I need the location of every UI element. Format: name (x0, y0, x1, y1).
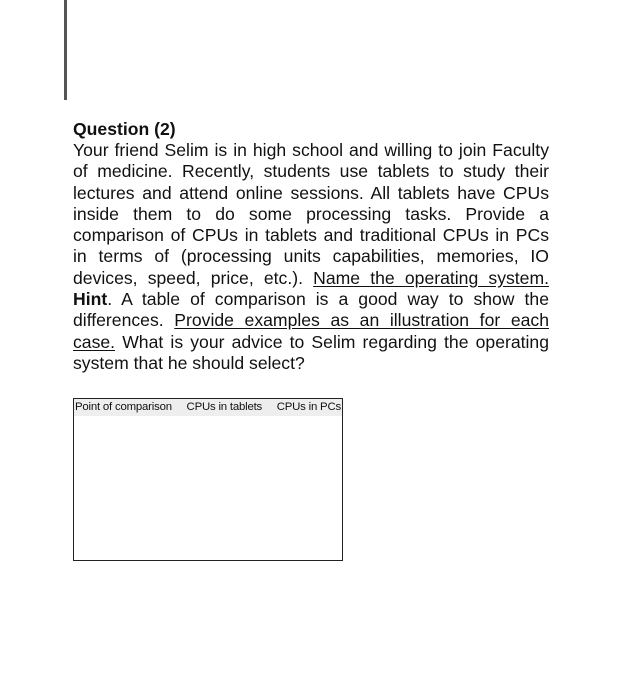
header-cpus-in-tablets: CPUs in tablets (186, 401, 263, 413)
question-text-part-3: What is your advice to Selim regarding the operating system that he should select? (73, 331, 549, 373)
question-title: Question (2) (73, 119, 176, 139)
question-text (73, 140, 549, 374)
question-text-part-1: Your friend Selim is in high school and willing to join Faculty of medicine. Recently, students use tablets to study their lectures and attend online sessions. All tablets have CPUs inside them to do some processing tasks. Provide a comparison of CPUs in tablets and traditional CPUs in PCs in terms of (processing units capabilities, memories, IO devices, speed, price, etc.). (73, 140, 549, 288)
question-text-part-2: . A table of comparison is a good way to show the differences. (73, 289, 549, 331)
comparison-table-header-row (74, 399, 342, 416)
comparison-table-body[interactable] (74, 416, 342, 560)
underlined-instruction-examples: Provide examples as an illustration for each case. (73, 310, 549, 352)
hint-label: Hint (73, 289, 108, 310)
underlined-instruction-operating-system: Name the operating system. (313, 267, 550, 288)
left-margin-rule (64, 0, 67, 100)
header-cpus-in-pcs: CPUs in PCs (276, 401, 341, 413)
question-block (73, 119, 549, 374)
comparison-table (73, 398, 343, 561)
header-point-of-comparison: Point of comparison (75, 401, 172, 413)
